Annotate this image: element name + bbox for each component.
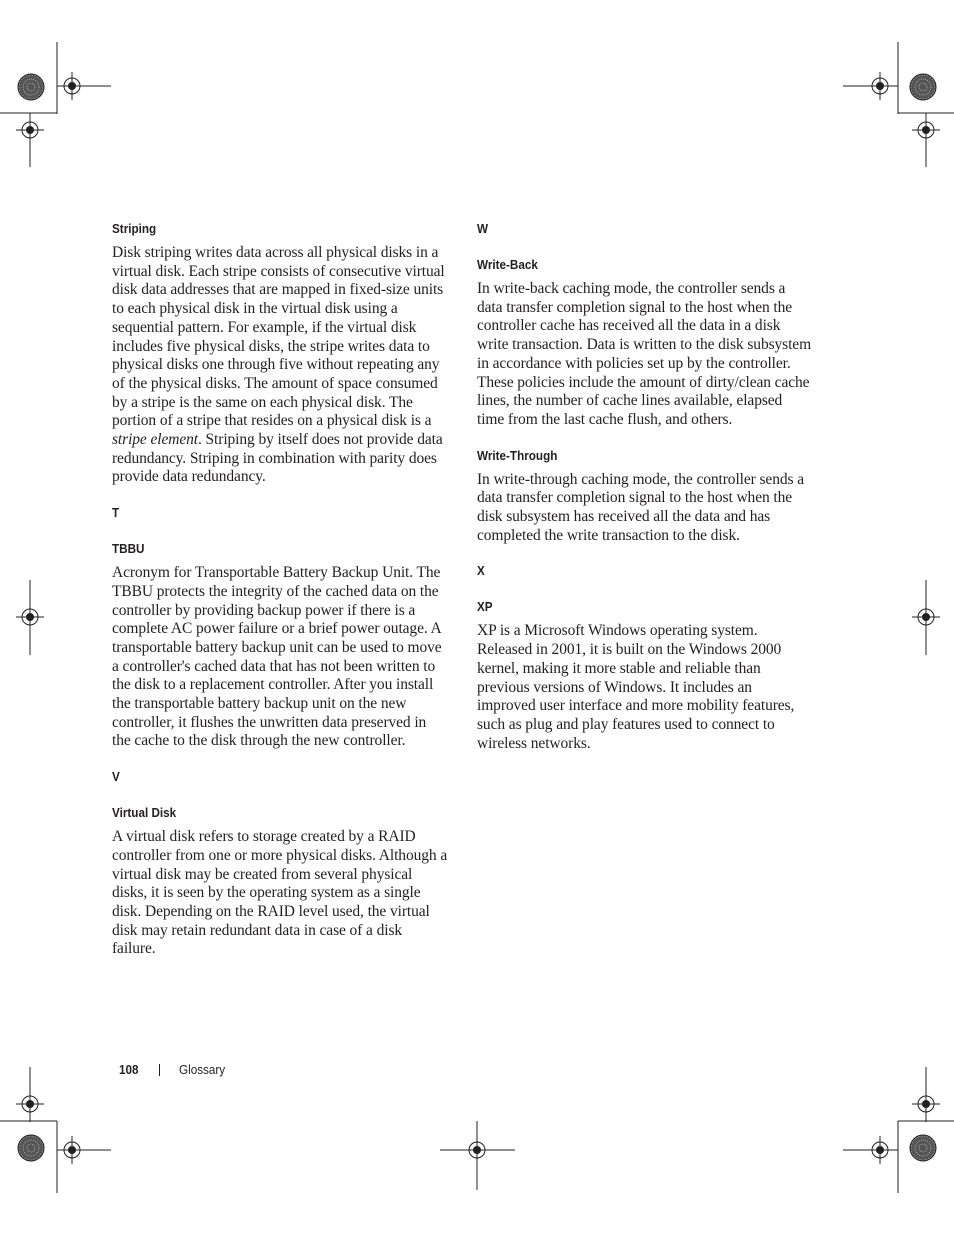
page-footer (119, 1061, 230, 1079)
section-letter-v: V (112, 769, 120, 785)
heading-write-back: Write-Back (477, 257, 538, 272)
footer-section-label: Glossary (178, 1062, 225, 1077)
heading-virtual-disk: Virtual Disk (112, 805, 177, 821)
section-letter-t: T (112, 505, 120, 521)
striping-text-part-2: . Striping by itself does not provide data redundancy. Striping in combination with parity does provide data redundancy. (112, 431, 443, 486)
heading-striping: Striping (112, 221, 157, 236)
heading-xp: XP (477, 599, 493, 615)
striping-term-stripe-element: stripe element (112, 431, 198, 449)
virtual-disk-definition: A virtual disk refers to storage created by a RAID controller from one or more physical disks. Although a virtual disk may be created from several physical disks, it is seen by the operating system as a single disk. Depending on the RAID level used, the virtual disk may retain redundant data in case of a disk failure. (112, 828, 448, 958)
xp-definition: XP is a Microsoft Windows operating system. Released in 2001, it is built on the Windows 2000 kernel, making it more stable and reliable than previous versions of Windows. It includes an improved user interface and more mobility features, such as plug and play features used to connect to wireless networks. (477, 622, 795, 752)
right-column (477, 220, 813, 753)
section-letter-x: X (477, 563, 485, 579)
section-letter-w: W (477, 221, 489, 236)
left-column (112, 220, 448, 959)
footer-divider (159, 1064, 160, 1076)
heading-tbbu: TBBU (112, 541, 145, 557)
striping-text-part-1: Disk striping writes data across all physical disks in a virtual disk. Each stripe consists of consecutive virtual disk data addresses that are mapped in fixed-size units to each physical disk in the virtual disk using a sequential pattern. For example, if the virtual disk includes five physical disks, the stripe writes data to physical disks one through five without repeating any of the physical disks. The amount of space consumed by a stripe is the same on each physical disk. The portion of a stripe that resides on a physical disk is a (112, 244, 445, 430)
write-back-definition: In write-back caching mode, the controller sends a data transfer completion signal to the host when the controller cache has received all the data in a disk write transaction. Data is written to the disk subsystem in accordance with policies set up by the controller. These policies include the amount of dirty/clean cache lines, the number of cache lines available, elapsed time from the last cache flush, and others. (477, 280, 812, 428)
heading-write-through: Write-Through (477, 447, 558, 463)
page-number: 108 (119, 1062, 139, 1077)
striping-definition (112, 244, 448, 487)
write-through-definition: In write-through caching mode, the controller sends a data transfer completion signal to the host when the disk subsystem has received all the data and has completed the write transaction to the disk. (477, 470, 804, 544)
tbbu-definition: Acronym for Transportable Battery Backup Unit. The TBBU protects the integrity of the cached data on the controller by providing backup power if there is a complete AC power failure or a brief power outage. A transportable battery backup unit can be used to move a controller's cached data that has not been written to the disk to a replacement controller. After you install the transportable battery backup unit on the new controller, it flushes the unwritten data preserved in the cache to the disk through the new controller. (112, 564, 442, 750)
